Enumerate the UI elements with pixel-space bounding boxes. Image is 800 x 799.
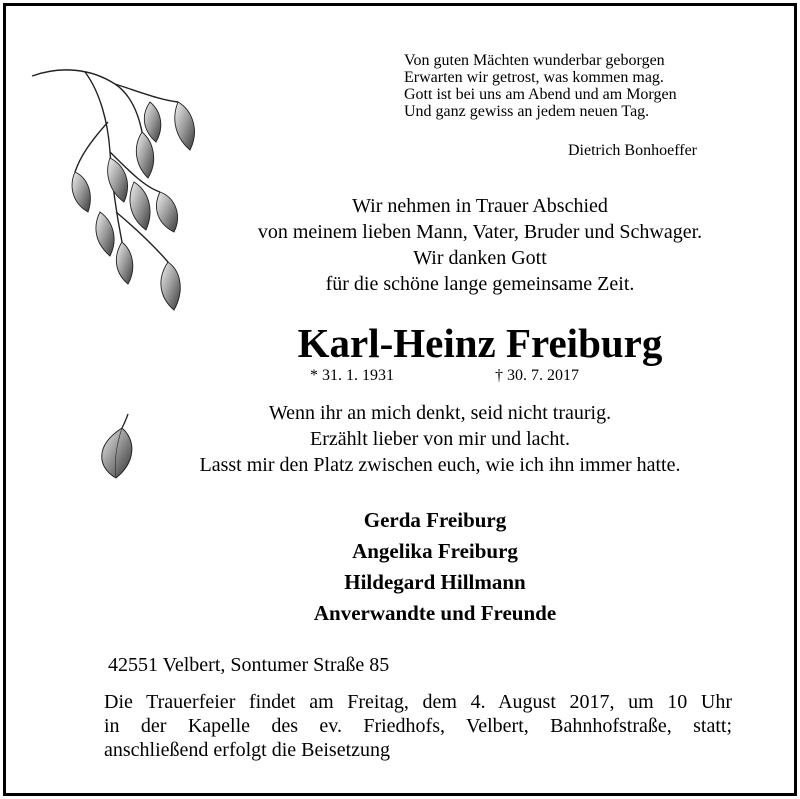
mourners-list — [180, 505, 690, 629]
poem-line: Von guten Mächten wunderbar geborgen — [404, 52, 665, 69]
poem — [404, 52, 677, 120]
ceremony-line: anschließend erfolgt die Beisetzung — [104, 739, 391, 761]
death-date: † 30. 7. 2017 — [495, 367, 579, 384]
address: 42551 Velbert, Sontumer Straße 85 — [108, 654, 390, 676]
memorial-verse — [120, 400, 760, 478]
birth-date: * 31. 1. 1931 — [310, 367, 394, 384]
farewell-line: für die schöne lange gemeinsame Zeit. — [325, 273, 635, 295]
birch-branch-icon — [30, 62, 205, 332]
poem-line: Erwarten wir getrost, was kommen mag. — [404, 69, 664, 86]
deceased-name: Karl-Heinz Freiburg — [297, 320, 663, 366]
ceremony-line: in der Kapelle des ev. Friedhofs, Velbert, Bahnhofstraße, statt; — [104, 715, 732, 737]
mourner-name: Hildegard Hillmann — [344, 570, 526, 594]
verse-line: Lasst mir den Platz zwischen euch, wie ich ihn immer hatte. — [199, 454, 681, 476]
farewell-text — [200, 193, 760, 297]
poem-line: Und ganz gewiss an jedem neuen Tag. — [404, 103, 650, 120]
poem-author: Dietrich Bonhoeffer — [568, 142, 697, 159]
ceremony-info — [104, 690, 732, 762]
ceremony-line: Die Trauerfeier findet am Freitag, dem 4. August 2017, um 10 Uhr — [104, 691, 732, 713]
farewell-line: Wir nehmen in Trauer Abschied — [352, 195, 608, 217]
farewell-line: Wir danken Gott — [413, 247, 547, 269]
farewell-line: von meinem lieben Mann, Vater, Bruder und Schwager. — [257, 221, 703, 243]
verse-line: Erzählt lieber von mir und lacht. — [310, 428, 570, 450]
verse-line: Wenn ihr an mich denkt, seid nicht traurig. — [268, 402, 612, 424]
mourner-name: Gerda Freiburg — [363, 508, 507, 532]
mourner-name: Anverwandte und Freunde — [313, 601, 557, 625]
poem-line: Gott ist bei uns am Abend und am Morgen — [404, 86, 677, 103]
mourner-name: Angelika Freiburg — [352, 539, 518, 563]
